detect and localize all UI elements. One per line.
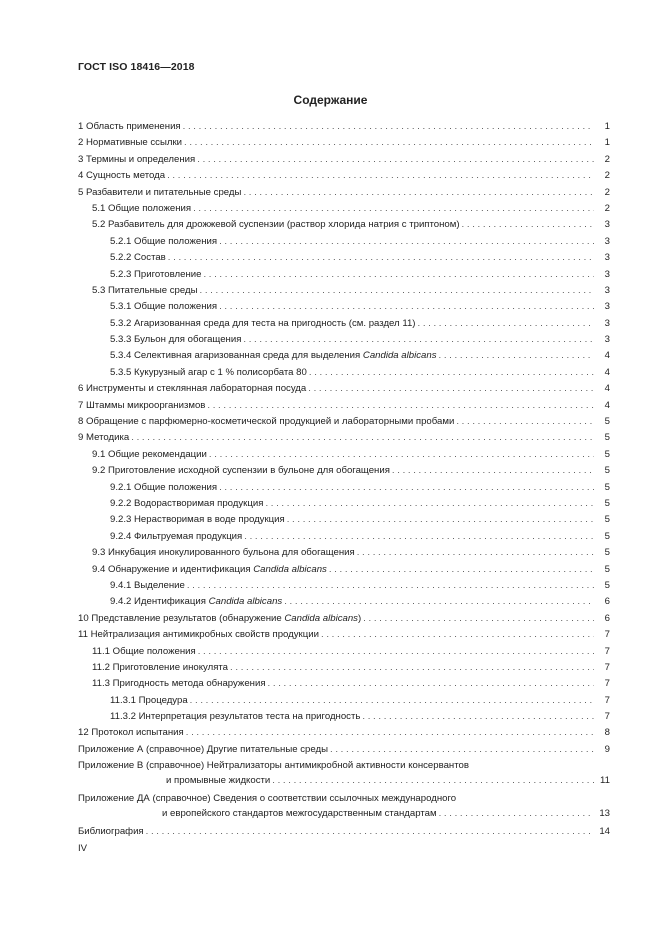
toc-entry-page: 5 [594,496,610,512]
toc-entry-text: 5.3 Питательные среды . . . [78,283,594,299]
toc-entry-text: и европейского стандартов межгосударственным стандартам . . . [78,806,594,821]
toc-entry-text: 9.2.1 Общие положения . . . [78,480,594,496]
toc-entry-page: 7 [594,709,610,725]
toc-entry[interactable] [78,693,610,709]
toc-entry-page: 1 [594,135,610,151]
toc-entry[interactable] [78,168,610,184]
page-number: IV [78,843,88,854]
toc-entry-page: 3 [594,299,610,315]
table-of-contents [78,119,610,841]
toc-entry-page: 4 [594,381,610,397]
toc-entry-page: 5 [594,430,610,446]
toc-entry-page: 4 [594,348,610,364]
toc-entry-page: 7 [594,693,610,709]
toc-entry[interactable] [78,611,610,627]
toc-entry-page: 7 [594,660,610,676]
toc-entry-text: Библиография . . . [78,824,594,840]
toc-entry-page: 2 [594,168,610,184]
toc-entry-text: и промывные жидкости . . . [78,773,594,788]
toc-entry-page: 7 [594,676,610,692]
toc-entry-text: 1 Область применения . . . [78,119,594,135]
toc-entry-text: 5.3.4 Селективная агаризованная среда для выделения Candida albicans . . . [78,348,594,364]
toc-entry-text: 9.4 Обнаружение и идентификация Candida albicans . . . [78,562,594,578]
species-name: Candida albicans [208,596,283,608]
toc-entry-page: 5 [594,545,610,561]
toc-entry-text: 3 Термины и определения . . . [78,152,594,168]
toc-entry[interactable] [78,512,610,528]
toc-entry-page: 8 [594,725,610,741]
toc-entry[interactable] [78,480,610,496]
toc-entry-text: 7 Штаммы микроорганизмов . . . [78,398,594,414]
toc-entry[interactable] [78,430,610,446]
toc-entry-text: 11.3.2 Интерпретация результатов теста на пригодность . . . [78,709,594,725]
toc-entry-page: 4 [594,365,610,381]
page-title: Содержание [293,93,368,107]
toc-entry-page: 3 [594,283,610,299]
toc-entry-text: Приложение ДА (справочное) Сведения о соответствии ссылочных международного [78,793,457,805]
toc-entry-page: 5 [594,463,610,479]
toc-entry-page: 2 [594,152,610,168]
toc-entry[interactable] [78,250,610,266]
toc-entry-text: 9.2.4 Фильтруемая продукция . . . [78,529,594,545]
toc-entry-appendix-da-line2[interactable] [78,806,610,821]
toc-entry-page: 3 [594,234,610,250]
toc-entry-text: 12 Протокол испытания . . . [78,725,594,741]
toc-entry-text: 11.2 Приготовление инокулята . . . [78,660,594,676]
toc-entry-page: 7 [594,627,610,643]
toc-entry[interactable] [78,299,610,315]
toc-entry[interactable] [78,217,610,233]
toc-entry-page: 4 [594,398,610,414]
toc-entry-text: 9.3 Инкубация инокулированного бульона для обогащения . . . [78,545,594,561]
toc-entry-page: 1 [594,119,610,135]
toc-entry-page: 5 [594,578,610,594]
toc-entry[interactable] [78,545,610,561]
toc-entry-page: 2 [594,201,610,217]
toc-entry[interactable] [78,463,610,479]
toc-entry-text: 9.4.1 Выделение . . . [78,578,594,594]
toc-entry[interactable] [78,594,610,610]
toc-entry[interactable] [78,135,610,151]
toc-entry-text: 5.2.2 Состав . . . [78,250,594,266]
toc-entry-page: 5 [594,414,610,430]
toc-entry-page: 11 [594,773,610,788]
toc-entry[interactable] [78,381,610,397]
toc-entry-page: 3 [594,250,610,266]
toc-entry-page: 6 [594,594,610,610]
species-name: Candida albicans [253,563,327,575]
toc-entry-page: 6 [594,611,610,627]
toc-entry-page: 3 [594,316,610,332]
toc-entry-text: 4 Сущность метода . . . [78,168,594,184]
toc-entry-page: 5 [594,562,610,578]
toc-entry[interactable] [78,267,610,283]
toc-entry-text: 11.1 Общие положения . . . [78,644,594,660]
toc-entry-page: 5 [594,447,610,463]
toc-entry[interactable] [78,398,610,414]
toc-entry-appendix-da-line1[interactable] [78,791,610,806]
toc-entry-text: 9.1 Общие рекомендации . . . [78,447,594,463]
toc-entry-text: 5 Разбавители и питательные среды . . . [78,185,594,201]
toc-entry[interactable] [78,660,610,676]
toc-entry-text: 9.2.2 Водорастворимая продукция . . . [78,496,594,512]
toc-entry-page: 14 [594,824,610,840]
toc-entry[interactable] [78,365,610,381]
toc-entry[interactable] [78,332,610,348]
toc-entry[interactable] [78,562,610,578]
toc-entry[interactable] [78,496,610,512]
toc-entry-page: 5 [594,529,610,545]
toc-entry-appendix-b-line1[interactable] [78,758,610,773]
toc-entry-page: 2 [594,185,610,201]
toc-entry[interactable] [78,152,610,168]
toc-entry[interactable] [78,447,610,463]
toc-entry[interactable] [78,725,610,741]
toc-entry-text: Приложение А (справочное) Другие питательные среды . . . [78,742,594,758]
toc-entry-text: 2 Нормативные ссылки . . . [78,135,594,151]
toc-entry[interactable] [78,316,610,332]
toc-entry-text: 10 Представление результатов (обнаружение Candida albicans) . . . [78,611,594,627]
toc-entry[interactable] [78,676,610,692]
toc-entry-text: 9.2 Приготовление исходной суспензии в бульоне для обогащения . . . [78,463,594,479]
toc-entry-page: 13 [594,806,610,821]
toc-entry-page: 9 [594,742,610,758]
toc-entry[interactable] [78,644,610,660]
toc-entry[interactable] [78,414,610,430]
standard-code: ГОСТ ISO 18416—2018 [78,61,195,73]
toc-entries [78,119,610,758]
toc-entry-text: 11.3 Пригодность метода обнаружения . . . [78,676,594,692]
toc-entry-text: 5.3.5 Кукурузный агар с 1 % полисорбата 80 . . . [78,365,594,381]
toc-entry[interactable] [78,709,610,725]
toc-entry[interactable] [78,348,610,364]
toc-entry-text: 9.4.2 Идентификация Candida albicans . . . [78,594,594,610]
toc-entry-page: 3 [594,267,610,283]
toc-entry-bibliography[interactable] [78,824,610,840]
toc-entry-text: 11 Нейтрализация антимикробных свойств продукции . . . [78,627,594,643]
toc-entry[interactable] [78,627,610,643]
toc-entry-page: 5 [594,512,610,528]
toc-entry-text: 11.3.1 Процедура . . . [78,693,594,709]
toc-entry[interactable] [78,119,610,135]
toc-entry-text: 5.3.2 Агаризованная среда для теста на пригодность (см. раздел 11) . . . [78,316,594,332]
toc-entry-text: 5.3.3 Бульон для обогащения . . . [78,332,594,348]
toc-entry-text: 9.2.3 Нерастворимая в воде продукция . . . [78,512,594,528]
toc-entry-text: 8 Обращение с парфюмерно-косметической продукцией и лабораторными пробами . . . [78,414,594,430]
toc-entry-text: 5.2.1 Общие положения . . . [78,234,594,250]
toc-entry[interactable] [78,234,610,250]
toc-entry-text: 6 Инструменты и стеклянная лабораторная посуда . . . [78,381,594,397]
toc-entry-page: 5 [594,480,610,496]
toc-entry[interactable] [78,529,610,545]
toc-entry-appendix-b-line2[interactable] [78,773,610,788]
toc-entry-text: Приложение В (справочное) Нейтрализаторы антимикробной активности консервантов [78,760,469,772]
toc-entry-text: 5.3.1 Общие положения . . . [78,299,594,315]
toc-entry[interactable] [78,578,610,594]
toc-entry[interactable] [78,742,610,758]
toc-entry-page: 3 [594,217,610,233]
toc-entry-text: 9 Методика . . . [78,430,594,446]
species-name: Candida albicans [284,612,358,624]
toc-entry-text: 5.2.3 Приготовление . . . [78,267,594,283]
toc-entry[interactable] [78,283,610,299]
toc-entry-page: 3 [594,332,610,348]
toc-entry[interactable] [78,185,610,201]
toc-entry-text: 5.1 Общие положения . . . [78,201,594,217]
toc-entry[interactable] [78,201,610,217]
toc-entry-text: 5.2 Разбавитель для дрожжевой суспензии (раствор хлорида натрия с триптоном) . . . [78,217,594,233]
species-name: Candida albicans [362,350,437,362]
toc-entry-page: 7 [594,644,610,660]
